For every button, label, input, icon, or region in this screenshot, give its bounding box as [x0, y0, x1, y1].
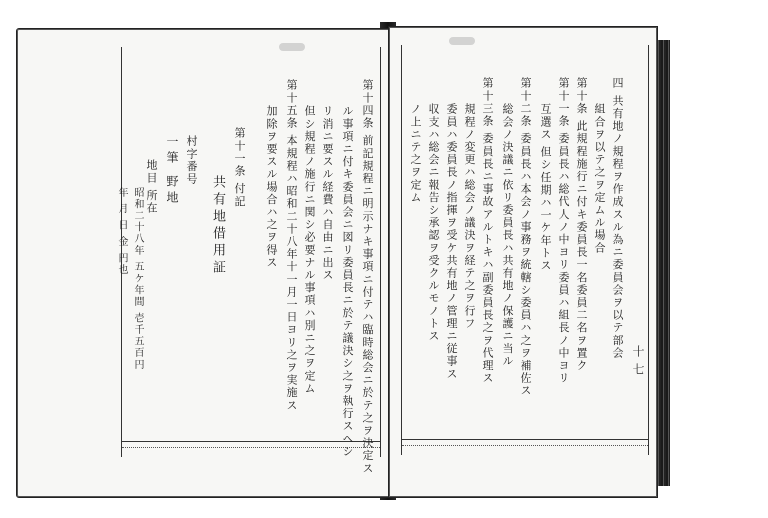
- text-column: 第十一条 付記: [233, 127, 246, 208]
- text-column: リ消ニ要スル経費ハ自由ニ出ス: [321, 105, 334, 282]
- text-column: 収支ハ総会ニ報告シ承認ヲ受クルモノトス: [427, 103, 440, 343]
- text-column: 地目 所在: [145, 159, 158, 215]
- text-column: ル事項ニ付キ委員会ニ図リ委員長ニ於テ議決シ之ヲ執行スヘシ: [341, 105, 354, 458]
- text-column: 一筆 野地: [165, 135, 179, 207]
- right-page: [388, 26, 658, 498]
- text-column: 第十三条 委員長ニ事故アルトキハ副委員長之ヲ代理ス: [481, 77, 494, 385]
- left-page: [16, 28, 392, 498]
- text-column: 第十四条 前記規程ニ明示ナキ事項ニ付テハ臨時総会ニ於テ之ヲ決定ス: [361, 79, 374, 475]
- text-column: 加除ヲ要スル場合ハ之ヲ得ス: [265, 105, 278, 269]
- text-column: 村字番号: [185, 135, 198, 186]
- text-column: 第十条 此規程施行ニ付キ委員長一名委員二名ヲ置ク: [575, 77, 588, 372]
- left-ruled-frame: [116, 47, 381, 475]
- text-column: 組合ヲ以テ之ヲ定ムル場合: [593, 103, 606, 255]
- text-column: ノ上ニテ之ヲ定ム: [409, 103, 422, 204]
- open-book: [8, 22, 754, 500]
- text-column: 年 月 日 金 円也: [116, 187, 127, 276]
- text-column: 第十二条 委員長ハ本会ノ事務ヲ統轄シ委員ハ之ヲ補佐ス: [519, 77, 532, 398]
- page-number: 十七: [631, 345, 645, 381]
- page-edges: [656, 40, 670, 486]
- text-column: 共有地借用証: [210, 175, 225, 277]
- footer-rule: [402, 439, 648, 440]
- right-ruled-frame: [401, 45, 649, 455]
- text-column: 四 共有地ノ規程ヲ作成スル為ニ委員会ヲ以テ部会: [611, 77, 624, 360]
- text-column: 第十一条 委員長ハ総代人ノ中ヨリ委員ハ組長ノ中ヨリ: [557, 77, 570, 385]
- text-column: 昭和二十八年 五ケ年間 壱千五百円: [132, 187, 143, 371]
- text-column: 総会ノ決議ニ依リ委員長ハ共有地ノ保護ニ当ル: [501, 103, 514, 368]
- text-column: 委員ハ委員長ノ指揮ヲ受ケ共有地ノ管理ニ従事ス: [445, 103, 458, 381]
- text-column: 互選ス 但シ任期ハ一ケ年トス: [539, 103, 552, 272]
- text-column: 但シ規程ノ施行ニ関シ必要ナル事項ハ別ニ之ヲ定ム: [303, 105, 316, 395]
- footer-rule-dotted: [402, 445, 648, 446]
- text-column: 第十五条 本規程ハ昭和二十八年十一月一日ヨリ之ヲ実施ス: [285, 79, 298, 412]
- text-column: 規程ノ変更ハ総会ノ議決ヲ経テ之ヲ行フ: [463, 103, 476, 330]
- ink-smudge: [449, 37, 475, 45]
